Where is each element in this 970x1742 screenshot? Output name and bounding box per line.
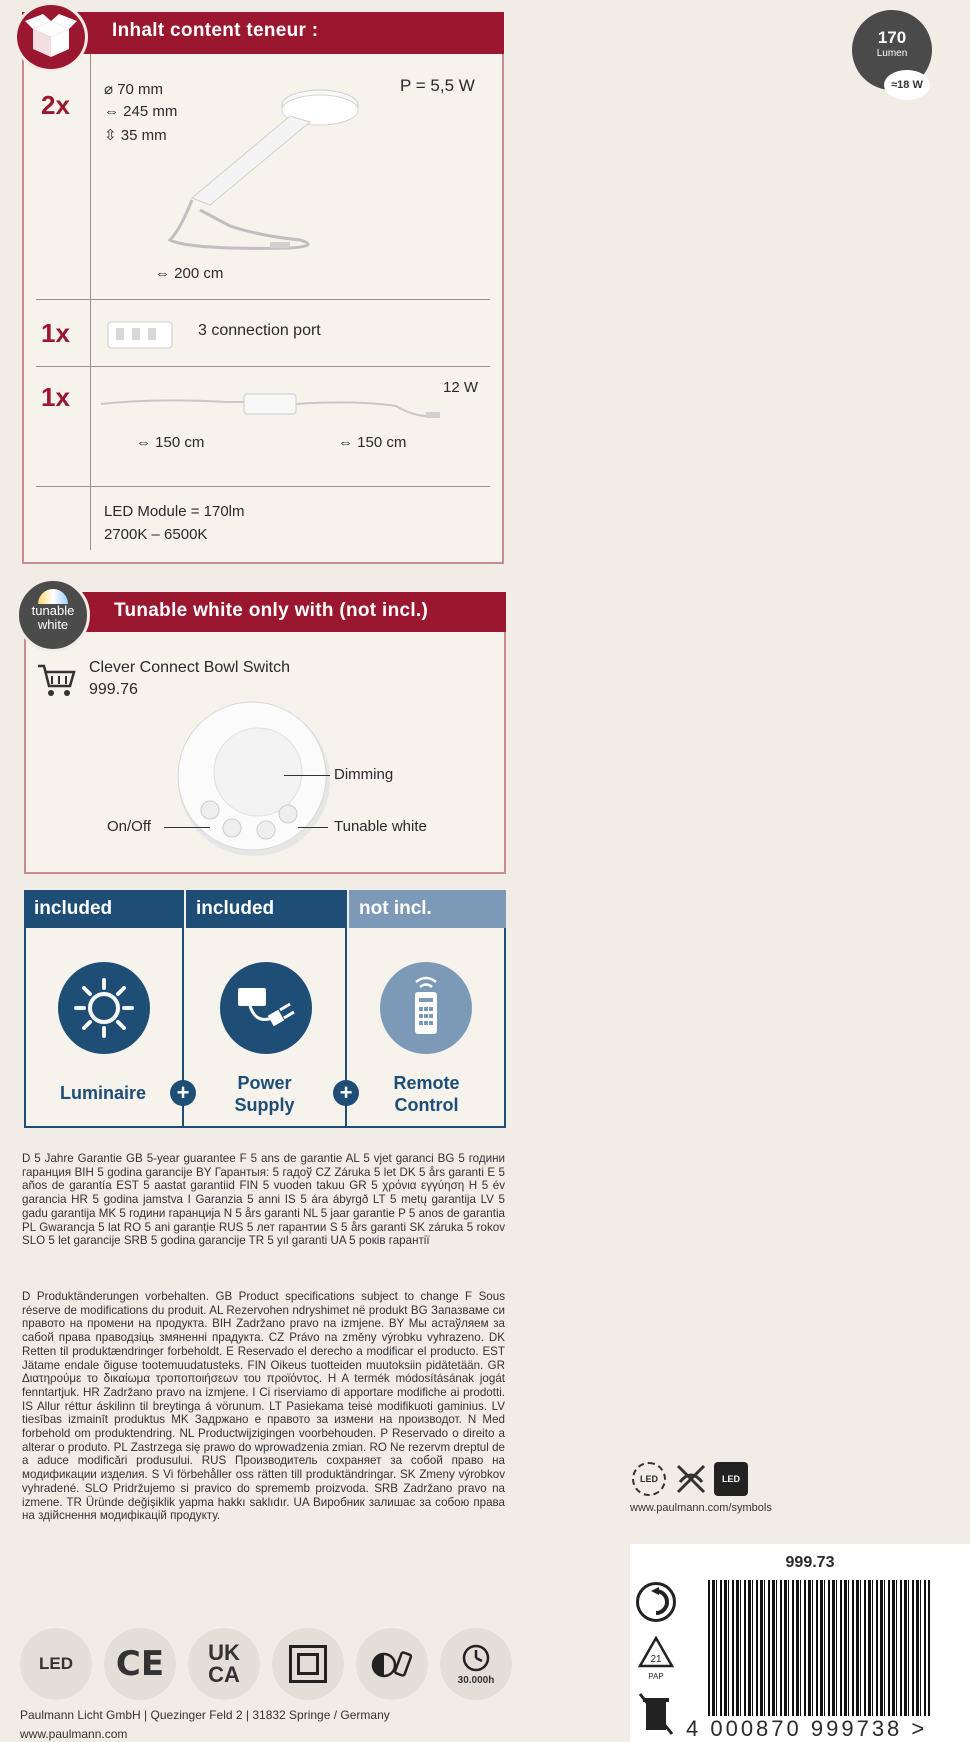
remote-control-icon [380,962,472,1054]
tunable-white-label: Tunable white [334,818,427,835]
led-dark-symbol: LED [714,1462,748,1496]
tunable-badge-line1: tunable [31,603,75,618]
watt-equivalent-badge: ≈18 W [884,70,930,100]
plus-icon-2: + [333,1080,359,1106]
tunable-white-badge [16,578,90,652]
ukca-line2: CA [208,1662,240,1687]
barcode-digits: 4 000870 999738 > [686,1716,970,1742]
recycle-code: PAP [648,1672,664,1681]
barcode-bars [708,1580,930,1716]
tunable-badge-line2: white [37,617,69,632]
ukca-mark-symbol [188,1628,260,1700]
onoff-label: On/Off [107,818,151,835]
ce-mark-symbol: CE [104,1628,176,1700]
qty-power-supply: 1x [41,382,70,412]
col-head-remote: not incl. [347,890,506,928]
row-divider-2 [36,366,490,367]
lumen-unit: Lumen [876,48,908,59]
dim-diameter: ⌀ 70 mm [104,81,164,98]
led-module-spec: LED Module = 170lm [104,503,245,520]
col-head-luminaire: included [24,890,184,928]
power-supply-wattage: 12 W [443,379,479,396]
tunable-header: Tunable white only with (not incl.) [24,592,506,632]
led-symbol: LED [20,1628,92,1700]
onoff-leader-line [164,827,210,828]
cable-length-1: ⇔ 150 cm [136,434,205,451]
luminaire-illustration [150,80,450,260]
dim-height: ⇳ 35 mm [104,127,167,144]
barcode-product-code: 999.73 [785,1554,835,1571]
lumen-value: 170 [877,28,907,47]
symbols-url: www.paulmann.com/symbols [630,1502,772,1514]
protection-class-icon [272,1628,344,1700]
guarantee-text: D 5 Jahre Garantie GB 5-year guarantee F 5 ans de garantie AL 5 vjet garanci BG 5 години гаранция BIH 5 godina garancije BY Гарантыя: 5 гадоў CZ Záruka 5 let DK 5 års garanti E 5 años de garantía EST 5 aastat garantiid FIN 5 vuoden takuu GR 5 χρόνια εγγύηση H 5 év garancia HR 5 godina jamstva I Garanzia 5 anni IS 5 ára ábyrgð LT 5 metų garantija LV 5 gadu garantija MK 5 години гаранција N 5 års garanti NL 5 jaar garantie P 5 anos de garantia PL Gwarancja 5 lat RO 5 ani garanție RUS 5 лет гарантии S 5 års garanti SK záruka 5 rokov SLO 5 let garancije SRB 5 godina garancije TR 5 yıl garanti UA 5 років гарантії [22,1152,505,1248]
color-temp-spec: 2700K – 6500K [104,526,208,543]
power-supply-label-2: Supply [234,1095,295,1115]
led-sun-symbol: LED [632,1462,666,1496]
connection-port-label: 3 connection port [198,322,321,339]
contents-col-divider [90,54,91,550]
weee-bin-icon [636,1690,676,1738]
company-address: Paulmann Licht GmbH | Quezinger Feld 2 | 31832 Springe / Germany [20,1708,390,1722]
no-dimmer-symbol [674,1462,708,1496]
package-icon [14,2,88,72]
col-head-power-supply: included [184,890,347,928]
bowl-switch-illustration [170,700,340,860]
luminaire-cable-length: ⇔ 200 cm [155,265,224,282]
lifetime-hours: 30.000h [457,1674,495,1686]
luminaire-power: P = 5,5 W [400,76,475,95]
dimming-label: Dimming [334,766,394,783]
ukca-line1: UK [208,1640,240,1665]
power-plug-icon [220,962,312,1054]
dimming-leader-line [284,775,330,776]
dimmable-remote-icon [356,1628,428,1700]
remote-label-1: Remote [393,1073,460,1093]
lifetime-clock-icon [440,1628,512,1700]
cable-length-2: ⇔ 150 cm [338,434,407,451]
switch-product-number: 999.76 [89,681,138,698]
connection-port-illustration [106,318,176,352]
power-supply-illustration [96,388,446,424]
switch-product-name: Clever Connect Bowl Switch [89,659,290,676]
contents-header: Inhalt content teneur : [22,12,504,54]
recycle-number: 21 [650,1654,662,1665]
sun-icon [58,962,150,1054]
tunable-leader-line [298,827,328,828]
green-dot-icon [636,1582,676,1622]
product-changes-text: D Produktänderungen vorbehalten. GB Product specifications subject to change F Sous réserve de modifications du produit. AL Rezervohen ndryshimet në produkt BG Запазваме си правото на промени на продукта. BIH Zadržano pravo na izmjene. BY Мы астаўляем за сабой права праводзіць змяненні прадукта. CZ Právo na změny výrobku vyhrazeno. DK Retten til produktændringer forbeholdt. E Reservado el derecho a modificar el producto. EST Jätame endale õiguse tootemuudatusteks. FIN Oikeus tuotteiden muutoksiin pidätetään. GR Διατηρούμε το δικαίωμα τροποποιήσεων του προϊόντος. H A termék módosításának jogát fenntartjuk. HR Zadržano pravo na izmjene. I Ci riserviamo di apportare modifiche ai prodotti. IS Allur réttur áskilinn til breytinga á vörunum. LT Pasiekama teisė modifikuoti gaminius. LV tiesības izmainīt produktus MK Задржано е правото за измени на производот. N Med forbehold om produktendring. NL Productwijzigingen voorbehouden. P Reservado o direito a alterar o produto. PL Zastrzega się prawo do wprowadzenia zmian. RO Ne rezervm dreptul de a aduce modificări produsului. RUS Производитель сохраняет за собой право на модификации изделия. S Vi förbehåller oss rätten till produktändringar. SK Zmeny výrobkov vyhradené. SLO Pridržujemo si pravico do sprememb proizvoda. SRB Zadržano pravo na izmene. TR Üründe değişiklik yapma hakkı saklıdır. UA Виробник залишає за собою права на здійснення модифікацій продукту. [22,1290,505,1523]
row-divider-1 [36,299,490,300]
qty-luminaire: 2x [41,90,70,120]
dim-length: ⇔ 245 mm [104,103,178,120]
company-website: www.paulmann.com [20,1727,128,1741]
plus-icon-1: + [170,1080,196,1106]
row-divider-3 [36,486,490,487]
shopping-cart-icon [36,662,76,698]
luminaire-label: Luminaire [59,1083,147,1103]
qty-connection-port: 1x [41,318,70,348]
tunable-arc-icon [38,589,68,604]
power-supply-label-1: Power [237,1073,292,1093]
remote-label-2: Control [394,1095,459,1115]
